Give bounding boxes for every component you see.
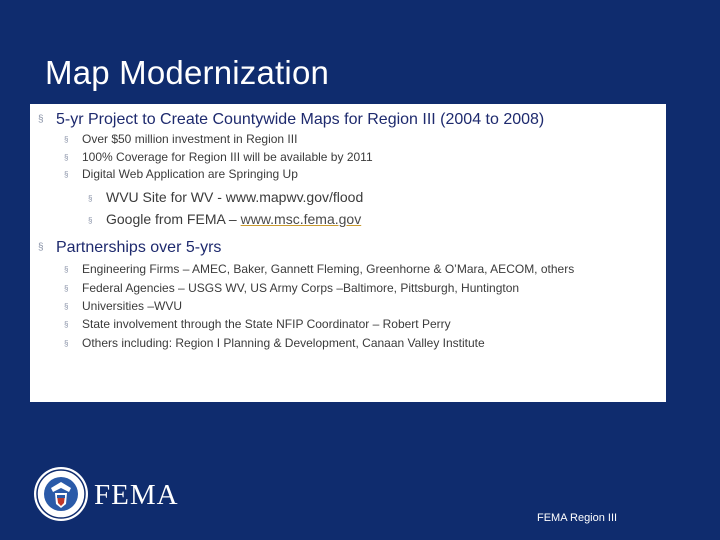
list-item bbox=[64, 281, 519, 295]
sub-list-item bbox=[88, 189, 363, 205]
fema-logo bbox=[33, 466, 183, 526]
list-item bbox=[64, 336, 485, 350]
sub-list-item-text: WVU Site for WV - www.mapwv.gov/flood bbox=[106, 189, 364, 205]
bullet-icon: § bbox=[64, 265, 69, 274]
dhs-seal-icon bbox=[33, 466, 89, 522]
list-item-text: Digital Web Application are Springing Up bbox=[82, 167, 298, 181]
bullet-icon: § bbox=[64, 135, 69, 144]
section-heading-text: 5-yr Project to Create Countywide Maps for Region III (2004 to 2008) bbox=[56, 111, 545, 128]
bullet-icon: § bbox=[64, 170, 69, 179]
bullet-icon: § bbox=[38, 242, 44, 253]
section-heading-text: Partnerships over 5-yrs bbox=[56, 239, 222, 256]
section-heading-project bbox=[38, 111, 544, 129]
list-item bbox=[64, 150, 373, 164]
fema-msc-link[interactable]: www.msc.fema.gov bbox=[240, 211, 362, 227]
bullet-icon: § bbox=[64, 284, 69, 293]
section-heading-partnerships bbox=[38, 239, 221, 257]
bullet-icon: § bbox=[64, 302, 69, 311]
content-panel bbox=[30, 104, 666, 402]
list-item-text: 100% Coverage for Region III will be available by 2011 bbox=[82, 150, 373, 164]
slide-title: Map Modernization bbox=[45, 54, 330, 91]
footer-region: FEMA Region III bbox=[537, 512, 618, 524]
list-item-text: Over $50 million investment in Region III bbox=[82, 132, 298, 146]
bullet-icon: § bbox=[64, 153, 69, 162]
list-item-text: Federal Agencies – USGS WV, US Army Corps –Baltimore, Pittsburgh, Huntington bbox=[82, 281, 520, 295]
list-item-text: Engineering Firms – AMEC, Baker, Gannett Fleming, Greenhorne & O’Mara, AECOM, others bbox=[82, 262, 575, 276]
list-item-text: State involvement through the State NFIP Coordinator – Robert Perry bbox=[82, 317, 451, 331]
bullet-icon: § bbox=[88, 194, 93, 203]
bullet-icon: § bbox=[64, 339, 69, 348]
bullet-icon: § bbox=[64, 320, 69, 329]
sub-list-item-text: Google from FEMA – bbox=[106, 211, 241, 227]
bullet-icon: § bbox=[88, 216, 93, 225]
fema-wordmark: FEMA bbox=[94, 479, 179, 511]
list-item bbox=[64, 317, 451, 331]
sub-list-item bbox=[88, 211, 361, 227]
list-item bbox=[64, 299, 182, 313]
list-item bbox=[64, 132, 297, 146]
bullet-icon: § bbox=[38, 114, 44, 125]
list-item-text: Others including: Region I Planning & Development, Canaan Valley Institute bbox=[82, 336, 485, 350]
list-item bbox=[64, 262, 574, 276]
list-item-text: Universities –WVU bbox=[82, 299, 183, 313]
list-item bbox=[64, 167, 298, 181]
